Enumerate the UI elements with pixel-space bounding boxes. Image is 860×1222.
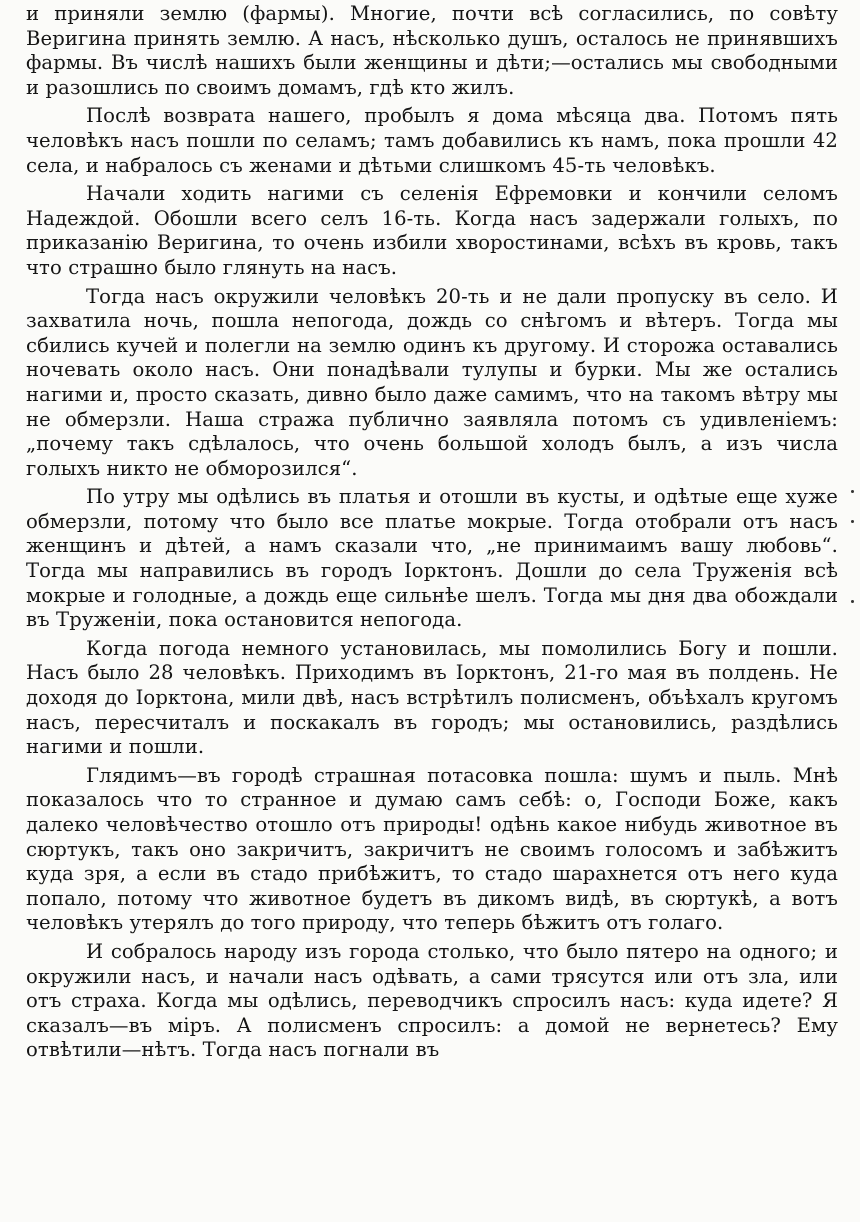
scan-speck	[851, 600, 854, 603]
paragraph-1: и приняли землю (фармы). Многие, почти всѣ согласились, по совѣту Веригина принять землю. А насъ, нѣсколько душъ, осталось не принявшихъ фармы. Въ числѣ нашихъ были женщины и дѣти;—остались мы свободными и разошлись по своимъ домамъ, гдѣ кто жилъ.	[26, 2, 838, 99]
paragraph-8: И собралось народу изъ города столько, что было пятеро на одного; и окружили насъ, и начали насъ одѣвать, а сами трясутся или отъ зла, или отъ страха. Когда мы одѣлись, переводчикъ спросилъ насъ: куда идете? Я сказалъ—въ міръ. А полисменъ спросилъ: а домой не вернетесь? Ему отвѣтили—нѣтъ. Тогда насъ погнали въ	[26, 939, 838, 1062]
paragraph-2: Послѣ возврата нашего, пробылъ я дома мѣсяца два. Потомъ пять человѣкъ насъ пошли по селамъ; тамъ добавились къ намъ, пока прошли 42 села, и набралось съ женами и дѣтьми слишкомъ 45-ть человѣкъ.	[26, 104, 838, 177]
paragraph-3: Начали ходить нагими съ селенія Ефремовки и кончили селомъ Надеждой. Обошли всего селъ 16-ть. Когда насъ задержали голыхъ, по приказанію Веригина, то очень избили хворостинами, всѣхъ въ кровь, такъ что страшно было глянуть на насъ.	[26, 182, 838, 279]
scan-speck	[851, 490, 854, 493]
paragraph-6: Когда погода немного установилась, мы помолились Богу и пошли. Насъ было 28 человѣкъ. Приходимъ въ Іорктонъ, 21-го мая въ полдень. Не доходя до Іорктона, мили двѣ, насъ встрѣтилъ полисменъ, объѣхалъ кругомъ насъ, пересчиталъ и поскакалъ въ городъ; мы остановились, раздѣлись нагими и пошли.	[26, 636, 838, 759]
paragraph-4: Тогда насъ окружили человѣкъ 20-ть и не дали пропуску въ село. И захватила ночь, пошла непогода, дождь со снѣгомъ и вѣтеръ. Тогда мы сбились кучей и полегли на землю одинъ къ другому. И сторожа оставались ночевать около насъ. Они понадѣвали тулупы и бурки. Мы же остались нагими и, просто сказать, дивно было даже самимъ, что на такомъ вѣтру мы не обмерзли. Наша стража публично заявляла потомъ съ удивленіемъ: „почему такъ сдѣлалось, что очень большой холодъ былъ, а изъ числа голыхъ никто не обморозился“.	[26, 284, 838, 480]
paragraph-7: Глядимъ—въ городѣ страшная потасовка пошла: шумъ и пыль. Мнѣ показалось что то странное и думаю самъ себѣ: о, Господи Боже, какъ далеко человѣчество отошло отъ природы! одѣнь какое нибудь животное въ сюртукъ, такъ оно закричитъ, закричитъ не своимъ голосомъ и забѣжитъ куда зря, а если въ стадо прибѣжитъ, то стадо шарахнется отъ него куда попало, потому что животное будетъ въ дикомъ видѣ, въ сюртукѣ, а вотъ человѣкъ утерялъ до того природу, что теперь бѣжитъ отъ голаго.	[26, 763, 838, 935]
scan-speck	[851, 520, 854, 523]
paragraph-5: По утру мы одѣлись въ платья и отошли въ кусты, и одѣтые еще хуже обмерзли, потому что было все платье мокрые. Тогда отобрали отъ насъ женщинъ и дѣтей, а намъ сказали что, „не принимаимъ вашу любовь“. Тогда мы направились въ городъ Іорктонъ. Дошли до села Труженія всѣ мокрые и голодные, а дождь еще сильнѣе шелъ. Тогда мы дня два обождали въ Труженіи, пока остановится непогода.	[26, 485, 838, 632]
